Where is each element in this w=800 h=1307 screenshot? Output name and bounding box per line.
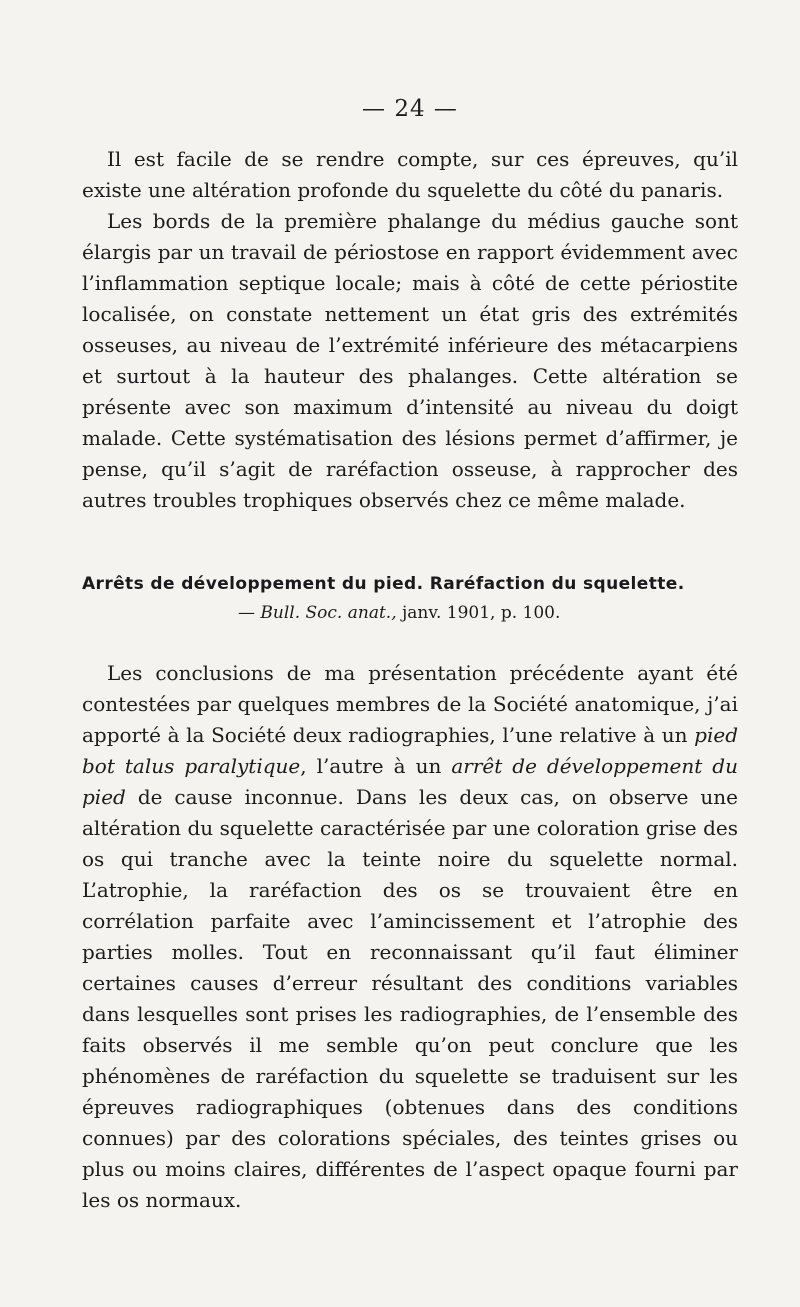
paragraph-3-part-2: , l’autre à un (300, 754, 452, 778)
paragraph-3-italic-1: pied bot talus paralytique (82, 723, 738, 778)
citation-journal: Bull. Soc. anat., (260, 603, 397, 623)
paragraph-3-part-1: Les conclusions de ma présentation précédente ayant été contestées par quelques membres de la Société anatomique, j’ai apporté à la Société deux radiographies, l’une relative à un (82, 661, 738, 747)
paragraph-3-italic-2: arrêt de développement du pied (82, 754, 738, 809)
section-citation (238, 603, 560, 623)
citation-dash: — (238, 603, 261, 623)
page-number: — 24 — (362, 96, 458, 122)
citation-details: janv. 1901, p. 100. (396, 603, 561, 623)
section-heading: Arrêts de développement du pied. Raréfaction du squelette. (82, 574, 685, 594)
paragraph-1: Il est facile de se rendre compte, sur ces épreuves, qu’il existe une altération profonde du squelette du côté du panaris. (82, 147, 738, 202)
paragraph-2: Les bords de la première phalange du médius gauche sont élargis par un travail de périostose en rapport évidemment avec l’inflammation septique locale; mais à côté de cette périostite localisée, on constate nettement un état gris des extrémités osseuses, au niveau de l’extrémité inférieure des métacarpiens et surtout à la hauteur des phalanges. Cette altération se présente avec son maximum d’intensité au niveau du doigt malade. Cette systématisation des lésions permet d’affirmer, je pense, qu’il s’agit de raréfaction osseuse, à rapprocher des autres troubles trophiques observés chez ce même malade. (82, 209, 738, 512)
paragraph-3-part-3: de cause inconnue. Dans les deux cas, on observe une altération du squelette caractérisée par une coloration grise des os qui tranche avec la teinte noire du squelette normal. L’atrophie, la raréfaction des os se trouvaient être en corrélation parfaite avec l’amincissement et l’atrophie des parties molles. Tout en reconnaissant qu’il faut éliminer certaines causes d’erreur résultant des conditions variables dans lesquelles sont prises les radiographies, de l’ensemble des faits observés il me semble qu’on peut conclure que les phénomènes de raréfaction du squelette se traduisent sur les épreuves radiographiques (obtenues dans des conditions connues) par des colorations spéciales, des teintes grises ou plus ou moins claires, différentes de l’aspect opaque fourni par les os normaux. (82, 785, 738, 1212)
section-text-block (82, 658, 738, 1216)
paragraph-3 (82, 658, 738, 1216)
opening-text-block (82, 144, 738, 516)
